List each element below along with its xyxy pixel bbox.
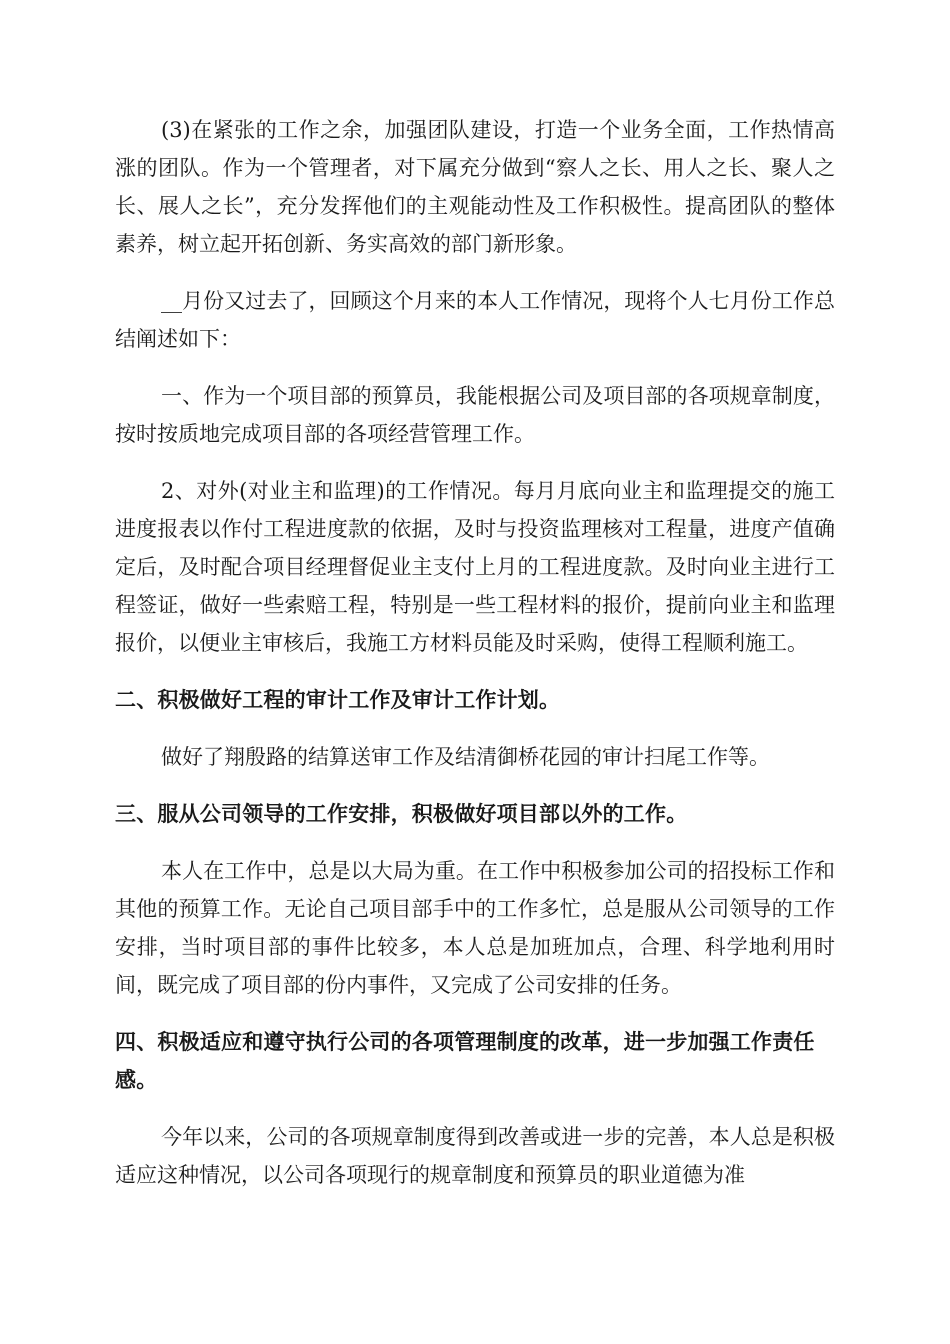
paragraph-team-building: (3)在紧张的工作之余，加强团队建设，打造一个业务全面，工作热情高涨的团队。作为一个管理者，对下属充分做到“察人之长、用人之长、聚人之长、展人之长”，充分发挥他们的主观能动性及工作积极性。提高团队的整体素养，树立起开拓创新、务实高效的部门新形象。 bbox=[115, 118, 835, 256]
paragraph-follow-leadership: 本人在工作中，总是以大局为重。在工作中积极参加公司的招投标工作和其他的预算工作。无论自己项目部手中的工作多忙，总是服从公司领导的工作安排，当时项目部的事件比较多，本人总是加班加点，合理、科学地利用时间，既完成了项目部的份内事件，又完成了公司安排的任务。 bbox=[115, 859, 835, 997]
heading-audit-work: 二、积极做好工程的审计工作及审计工作计划。 bbox=[115, 688, 561, 712]
heading-management-reform: 四、积极适应和遵守执行公司的各项管理制度的改革，进一步加强工作责任感。 bbox=[115, 1030, 815, 1092]
paragraph-audit-work: 做好了翔殷路的结算送审工作及结清御桥花园的审计扫尾工作等。 bbox=[161, 745, 770, 769]
paragraph-management-reform: 今年以来，公司的各项规章制度得到改善或进一步的完善，本人总是积极适应这种情况，以公司各项现行的规章制度和预算员的职业道德为准 bbox=[115, 1125, 835, 1187]
paragraph-section-one: 一、作为一个项目部的预算员，我能根据公司及项目部的各项规章制度，按时按质地完成项目部的各项经营管理工作。 bbox=[115, 384, 835, 446]
heading-follow-leadership: 三、服从公司领导的工作安排，积极做好项目部以外的工作。 bbox=[115, 802, 688, 826]
document-page bbox=[115, 111, 835, 1213]
paragraph-external-work: 2、对外(对业主和监理)的工作情况。每月月底向业主和监理提交的施工进度报表以作付工程进度款的依据，及时与投资监理核对工程量，进度产值确定后，及时配合项目经理督促业主支付上月的工程进度款。及时向业主进行工程签证，做好一些索赔工程，特别是一些工程材料的报价，提前向业主和监理报价，以便业主审核后，我施工方材料员能及时采购，使得工程顺利施工。 bbox=[115, 479, 835, 655]
paragraph-monthly-intro: __月份又过去了，回顾这个月来的本人工作情况，现将个人七月份工作总结阐述如下： bbox=[115, 289, 835, 351]
